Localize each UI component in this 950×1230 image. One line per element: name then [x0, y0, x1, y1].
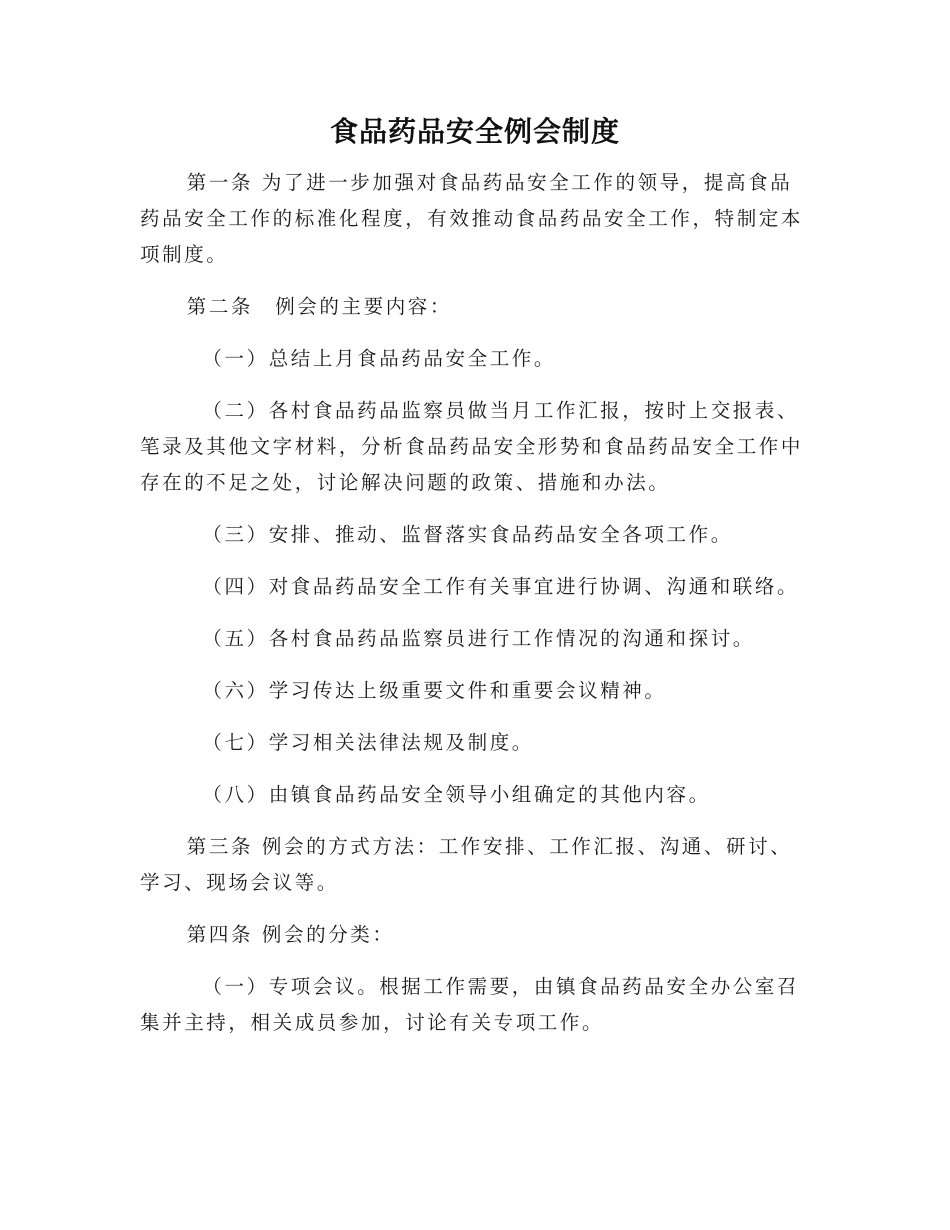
- article-2-item-1: （一）总结上月食品药品安全工作。: [202, 347, 556, 370]
- article-4-item-1: （一）专项会议。根据工作需要，由镇食品药品安全办公室召集并主持，相关成员参加，讨论有关专项工作。: [140, 975, 800, 1034]
- article-2-item-7: （七）学习相关法律法规及制度。: [202, 731, 534, 754]
- article-4: 第四条 例会的分类：: [186, 923, 395, 946]
- document-body: [140, 165, 810, 1057]
- article-2-item-5: （五）各村食品药品监察员进行工作情况的沟通和探讨。: [202, 627, 755, 650]
- article-2-item-2: （二）各村食品药品监察员做当月工作汇报，按时上交报表、笔录及其他文字材料，分析食品药品安全形势和食品药品安全工作中存在的不足之处，讨论解决问题的政策、措施和办法。: [140, 399, 804, 494]
- article-2-item-6: （六）学习传达上级重要文件和重要会议精神。: [202, 679, 667, 702]
- document-title: 食品药品安全例会制度: [329, 115, 620, 148]
- article-2-item-3: （三）安排、推动、监督落实食品药品安全各项工作。: [202, 523, 733, 546]
- article-1: 第一条 为了进一步加强对食品药品安全工作的领导，提高食品药品安全工作的标准化程度，有效推动食品药品安全工作，特制定本项制度。: [140, 171, 804, 266]
- article-2: 第二条 例会的主要内容：: [186, 295, 452, 318]
- article-2-item-8: （八）由镇食品药品安全领导小组确定的其他内容。: [202, 783, 711, 806]
- article-3: 第三条 例会的方式方法：工作安排、工作汇报、沟通、研讨、学习、现场会议等。: [140, 835, 793, 894]
- article-2-item-4: （四）对食品药品安全工作有关事宜进行协调、沟通和联络。: [202, 575, 800, 598]
